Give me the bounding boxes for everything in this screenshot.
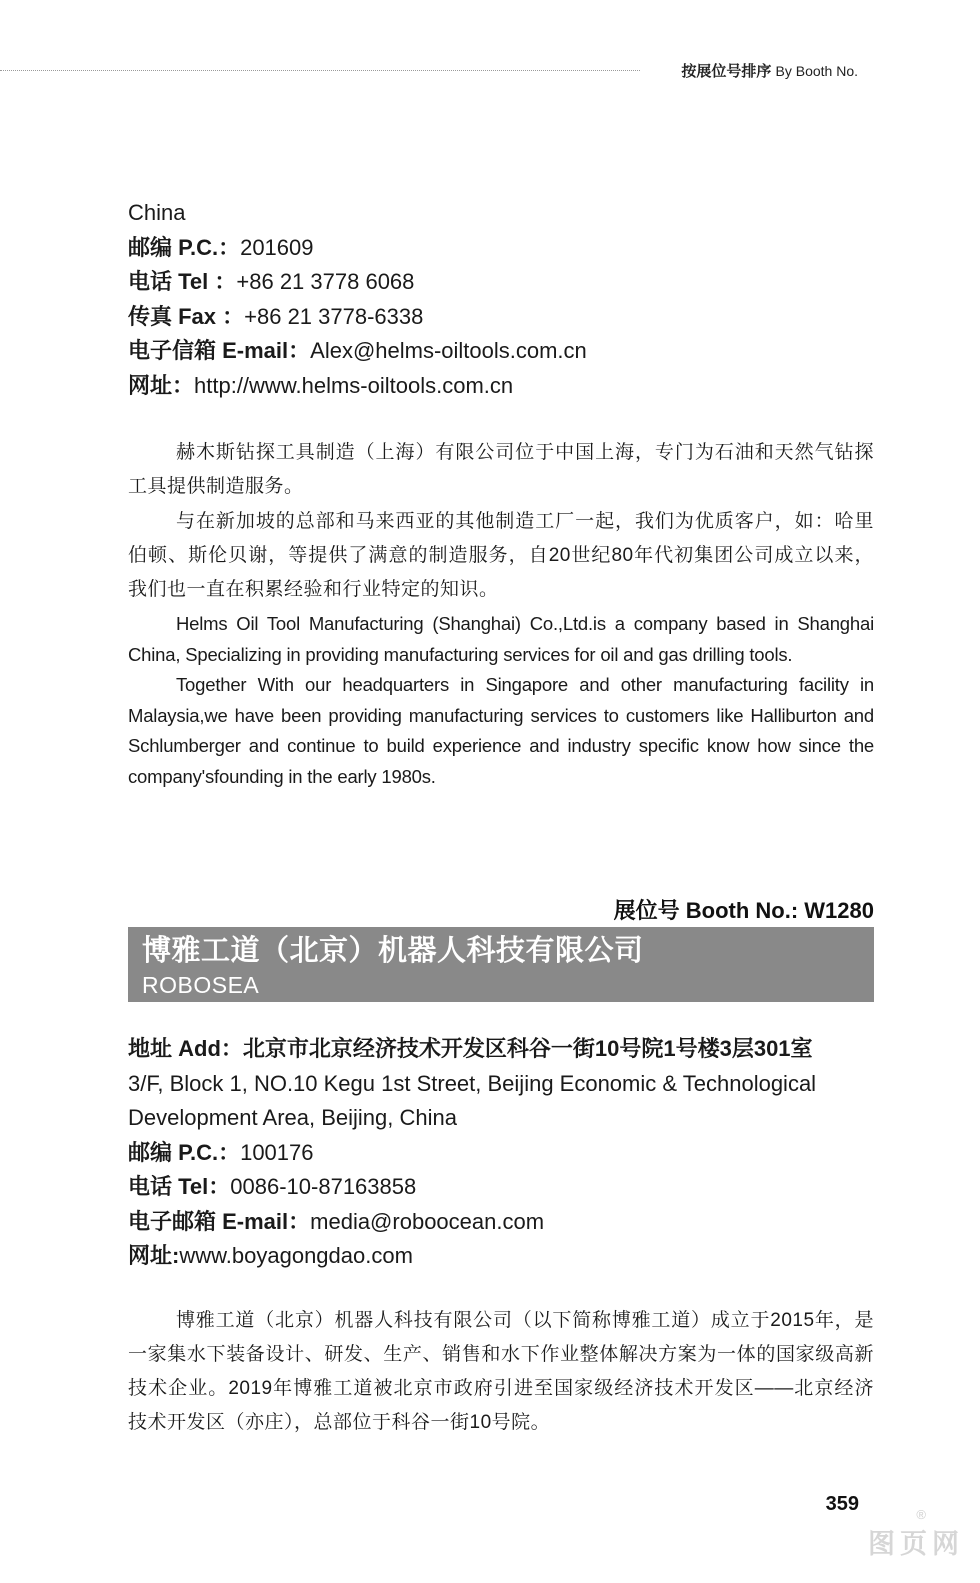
watermark-registered-mark: ® <box>916 1507 926 1522</box>
robosea-description-cn <box>128 1304 874 1440</box>
postcode-line <box>128 231 874 266</box>
company-name-en: ROBOSEA <box>142 972 260 998</box>
web-label: 网址： <box>128 372 195 398</box>
header-label-cn: 按展位号排序 <box>681 63 772 80</box>
address-en-line <box>128 1067 874 1136</box>
company-banner <box>128 927 874 1002</box>
web-line <box>128 1239 874 1274</box>
address-tail: China <box>128 200 186 225</box>
fax-line <box>128 300 874 335</box>
web-link[interactable]: http://www.helms-oiltools.com.cn <box>194 372 514 398</box>
running-header <box>681 60 858 81</box>
email-link[interactable]: Alex@helms-oiltools.com.cn <box>310 338 587 363</box>
address-en: 3/F, Block 1, NO.10 Kegu 1st Street, Beijing Economic & Technological Development Area, Beijing, China <box>128 1070 817 1130</box>
email-line <box>128 1205 874 1240</box>
helms-description-en <box>128 609 874 792</box>
postcode-value: 100176 <box>240 1139 314 1165</box>
helms-contact-block <box>128 196 874 403</box>
address-line <box>128 196 874 231</box>
address-line <box>128 1032 874 1067</box>
postcode-line <box>128 1136 874 1171</box>
header-rule <box>0 70 640 71</box>
postcode-label: 邮编 P.C.： <box>128 1139 241 1165</box>
web-label: 网址: <box>128 1243 180 1268</box>
email-label: 电子邮箱 E-mail： <box>128 1208 311 1234</box>
helms-description-cn <box>128 436 874 607</box>
tel-label: 电话 Tel： <box>128 1174 231 1199</box>
booth-number: 展位号 Booth No.: W1280 <box>613 898 874 923</box>
fax-value: +86 21 3778-6338 <box>244 303 424 329</box>
email-line <box>128 334 874 369</box>
paragraph: 博雅工道（北京）机器人科技有限公司（以下简称博雅工道）成立于2015年，是一家集水下装备设计、研发、生产、销售和水下作业整体解决方案为一体的国家级高新技术企业。2019年博雅工道被北京市政府引进至国家级经济技术开发区——北京经济技术开发区（亦庄），总部位于科谷一街10号院。 <box>128 1310 874 1433</box>
paragraph: 赫木斯钻探工具制造（上海）有限公司位于中国上海，专门为石油和天然气钻探工具提供制造服务。 <box>128 442 874 497</box>
header-label-en: By Booth No. <box>775 63 858 79</box>
tel-label: 电话 Tel ： <box>128 269 237 294</box>
tel-line <box>128 265 874 300</box>
page-number: 359 <box>825 1493 859 1515</box>
email-link[interactable]: media@roboocean.com <box>310 1208 545 1234</box>
paragraph: 与在新加坡的总部和马来西亚的其他制造工厂一起，我们为优质客户，如：哈里伯顿、斯伦贝谢，等提供了满意的制造服务，自20世纪80年代初集团公司成立以来，我们也一直在积累经验和行业特定的知识。 <box>128 511 874 600</box>
tel-value: 0086-10-87163858 <box>230 1174 417 1199</box>
postcode-label: 邮编 P.C.： <box>128 234 241 260</box>
watermark-logo: 图页网 <box>868 1529 964 1559</box>
company-name-cn: 博雅工道（北京）机器人科技有限公司 <box>142 935 644 967</box>
web-link[interactable]: www.boyagongdao.com <box>179 1243 413 1268</box>
tel-line <box>128 1170 874 1205</box>
fax-label: 传真 Fax ： <box>128 303 245 329</box>
paragraph: Helms Oil Tool Manufacturing (Shanghai) Co.,Ltd.is a company based in Shanghai China, Specializing in providing manufacturing services for oil and gas drilling tools. <box>128 613 874 665</box>
tel-value: +86 21 3778 6068 <box>236 269 415 294</box>
address-label: 地址 Add： <box>128 1036 243 1061</box>
robosea-contact-block <box>128 1032 874 1274</box>
postcode-value: 201609 <box>240 234 314 260</box>
web-line <box>128 369 874 404</box>
address-cn: 北京市北京经济技术开发区科谷一街10号院1号楼3层301室 <box>242 1036 813 1061</box>
email-label: 电子信箱 E-mail： <box>128 338 311 363</box>
paragraph: Together With our headquarters in Singapore and other manufacturing facility in Malaysia,we have been providing manufacturing services to customers like Halliburton and Schlumberger and continue to build experience and industry specific know how since the company'sfounding in the early 1980s. <box>128 674 874 787</box>
